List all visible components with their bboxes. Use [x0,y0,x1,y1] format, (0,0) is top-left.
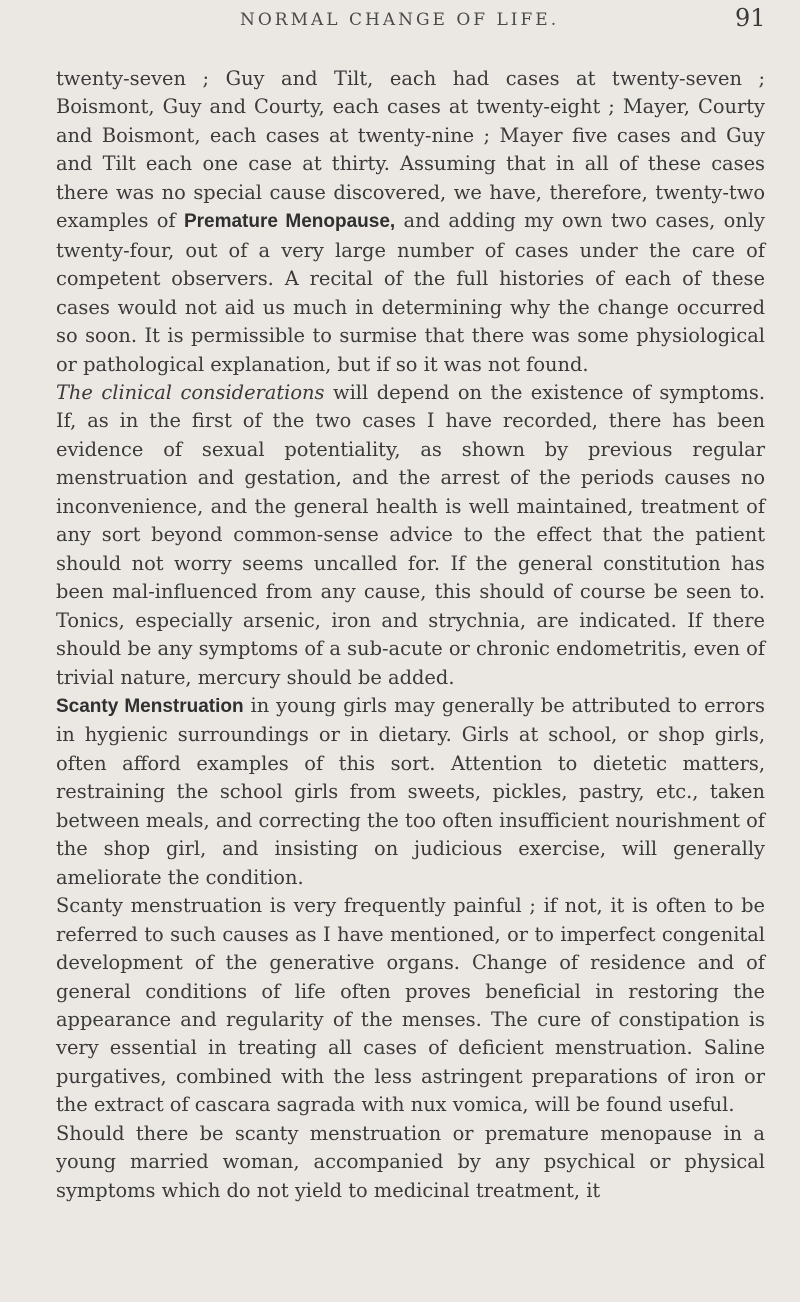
paragraph-1-text-b: and adding my own two cases, only twenty-four, out of a very large number of cases under the care of competent observers. A recital of the full histories of each of these cases would not aid us much in determining why the change occurred so soon. It is permissible to surmise that there was some physiological or pathological explanation, but if so it was not found. [56,209,765,376]
paragraph-2 [56,379,765,692]
premature-menopause-term: Premature Menopause, [183,211,396,233]
paragraph-5-text: Should there be scanty menstruation or premature menopause in a young married woman, accompanied by any psychical or physical symptoms which do not yield to medicinal treatment, it [56,1121,765,1202]
page-header [0,6,800,46]
paragraph-3-text: in young girls may generally be attributed to errors in hygienic surroundings or in dietary. Girls at school, or shop girls, often afford examples of this sort. Attention to dietetic matters, restraining the school girls from sweets, pickles, pastry, etc., taken between meals, and correcting the too often insufficient nourishment of the shop girl, and insisting on judicious exercise, will generally ameliorate the condition. [56,693,765,889]
body-text [56,65,765,1205]
paragraph-4-text: Scanty menstruation is very frequently painful ; if not, it is often to be referred to such causes as I have mentioned, or to imperfect congenital development of the generative organs. Change of residence and of general conditions of life often proves beneficial in restoring the appearance and regularity of the menses. The cure of constipation is very essential in treating all cases of deficient menstruation. Saline purgatives, combined with the less astringent preparations of iron or the extract of cascara sagrada with nux vomica, will be found useful. [56,894,765,1117]
paragraph-2-text: will depend on the existence of symptoms. If, as in the first of the two cases I have recorded, there has been evidence of sexual potentiality, as shown by previous regular menstruation and gestation, and the arrest of the periods causes no inconvenience, and the general health is well maintained, treatment of any sort beyond common-sense advice to the effect that the patient should not worry seems uncalled for. If the general constitution has been mal-influenced from any cause, this should of course be seen to. Tonics, especially arsenic, iron and strychnia, are indicated. If there should be any symptoms of a sub-acute or chronic endometritis, even of trivial nature, mercury should be added. [56,380,765,689]
paragraph-1-text-a: twenty-seven ; Guy and Tilt, each had cases at twenty-seven ; Boismont, Guy and Courty, each cases at twenty-eight ; Mayer, Courty and Boismont, each cases at twenty-nine ; Mayer five cases and Guy and Tilt each one case at thirty. Assuming that in all of these cases there was no special cause discovered, we have, therefore, twenty-two examples of [56,67,765,233]
running-head: NORMAL CHANGE OF LIFE. [240,10,560,30]
scanty-menstruation-heading: Scanty Menstruation [56,695,244,717]
paragraph-5 [56,1120,765,1205]
page-number: 91 [735,4,766,32]
clinical-considerations-term: The clinical considerations [56,380,325,404]
paragraph-1 [56,65,765,379]
paragraph-3 [56,692,765,892]
paragraph-4 [56,892,765,1120]
